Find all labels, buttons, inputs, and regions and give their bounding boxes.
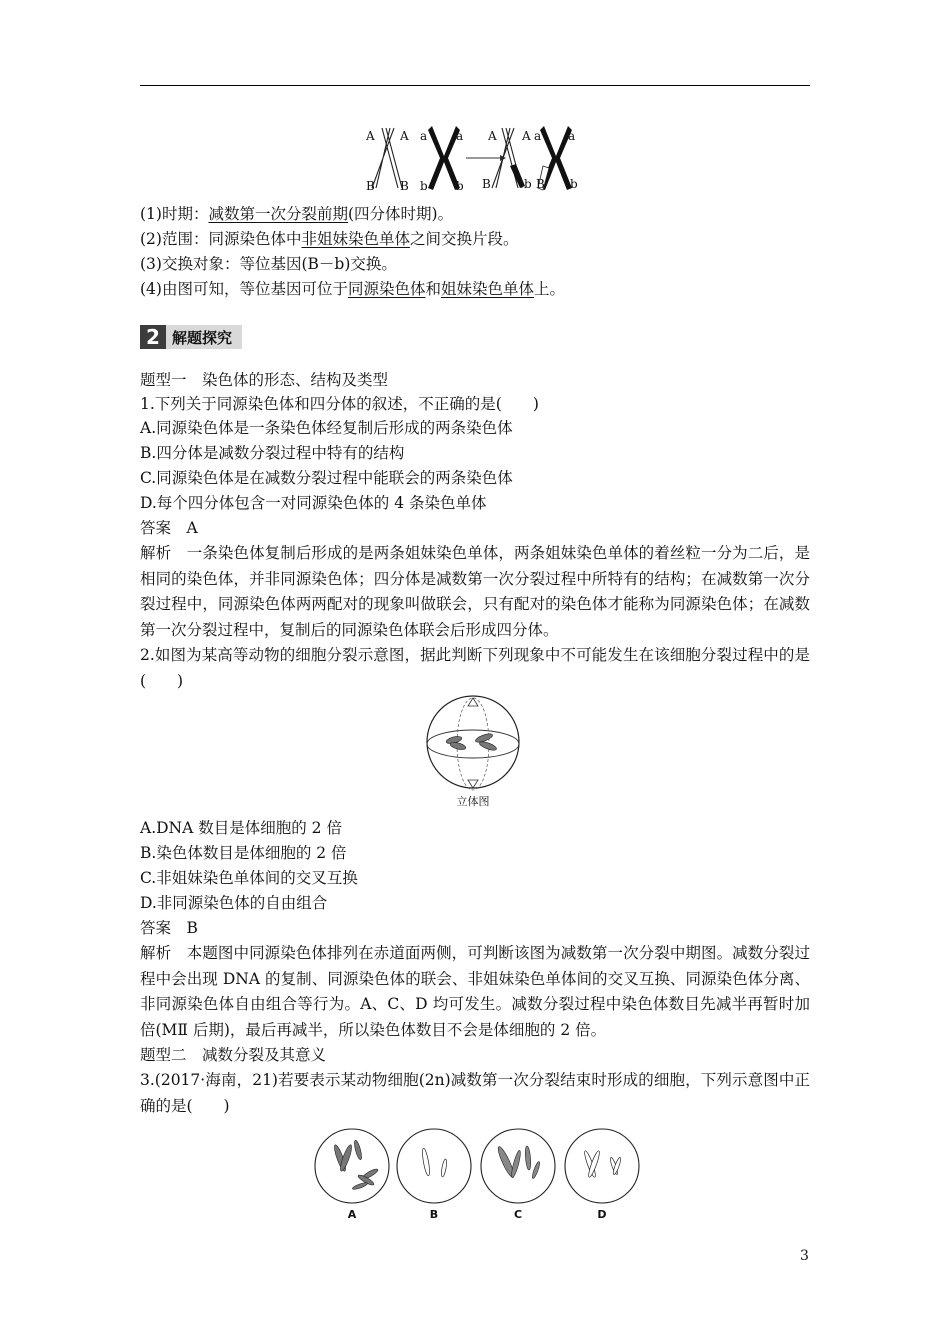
- label-B: B: [482, 177, 491, 191]
- label-A: A: [400, 129, 409, 143]
- line-range: (2)范围：同源染色体中非姐妹染色单体之间交换片段。: [140, 230, 519, 248]
- q2-option-b: B.染色体数目是体细胞的 2 倍: [140, 844, 347, 862]
- label-b: b: [524, 177, 532, 191]
- label-B: B: [536, 177, 545, 191]
- label-a: a: [534, 129, 542, 143]
- section-title: 解题探究: [166, 325, 242, 349]
- section-heading: [140, 325, 242, 349]
- cell-label-b: B: [429, 1208, 439, 1221]
- q2-analysis: 解析 本题图中同源染色体排列在赤道面两侧，可判断该图为减数第一次分裂中期图。减数分裂过程中会出现 DNA 的复制、同源染色体的联会、非姐妹染色单体间的交叉互换、同源染色体分离、非同源染色体自由组合等行为。A、C、D 均可发生。减数分裂过程中染色体数目先减半再暂时加倍(MⅡ 后期)，最后再减半，所以染色体数目不会是体细胞的 2 倍。: [140, 944, 810, 1039]
- crossing-over-figure: [360, 118, 590, 198]
- label-B: B: [366, 179, 375, 193]
- cell-label-c: C: [513, 1208, 523, 1221]
- label-A: A: [522, 129, 531, 143]
- q2-stem: 2.如图为某高等动物的细胞分裂示意图，据此判断下列现象中不可能发生在该细胞分裂过程中的是( ): [140, 646, 810, 690]
- q1-option-b: B.四分体是减数分裂过程中特有的结构: [140, 444, 405, 462]
- label-a: a: [568, 129, 576, 143]
- q1-option-a: A.同源染色体是一条染色体经复制后形成的两条染色体: [140, 419, 513, 437]
- label-b: b: [570, 177, 578, 191]
- q1-analysis: 解析 一条染色体复制后形成的是两条姐妹染色单体，两条姐妹染色单体的着丝粒一分为二后，是相同的染色体，并非同源染色体；四分体是减数第一次分裂过程中所特有的结构；在减数第一次分裂过程中，同源染色体两两配对的现象叫做联会，只有配对的染色体才能称为同源染色体；在减数第一次分裂过程中，复制后的同源染色体联会后形成四分体。: [140, 544, 810, 639]
- type1-heading: 题型一 染色体的形态、结构及类型: [140, 371, 389, 389]
- line-period: (1)时期：减数第一次分裂前期(四分体时期)。: [140, 205, 454, 223]
- label-B: B: [400, 179, 409, 193]
- q2-option-d: D.非同源染色体的自由组合: [140, 894, 328, 912]
- type2-heading: 题型二 减数分裂及其意义: [140, 1046, 327, 1064]
- cell-label-a: A: [347, 1208, 357, 1221]
- label-a: a: [456, 129, 464, 143]
- q2-option-c: C.非姐妹染色单体间的交叉互换: [140, 869, 358, 887]
- q2-answer: 答案 B: [140, 919, 198, 937]
- q1-option-d: D.每个四分体包含一对同源染色体的 4 条染色单体: [140, 494, 487, 512]
- cell-label-d: D: [597, 1208, 607, 1221]
- q3-stem: 3.(2017·海南，21)若要表示某动物细胞(2n)减数第一次分裂结束时形成的细胞，下列示意图中正确的是( ): [140, 1071, 810, 1115]
- label-A: A: [488, 129, 497, 143]
- q3-cells-figure: [310, 1128, 650, 1224]
- cell-3d-figure: [418, 694, 528, 810]
- label-a: a: [420, 129, 428, 143]
- section-number: 2: [140, 325, 166, 349]
- page-number: 3: [800, 1248, 809, 1264]
- q1-option-c: C.同源染色体是在减数分裂过程中能联会的两条染色体: [140, 469, 513, 487]
- line-object: (3)交换对象：等位基因(B－b)交换。: [140, 255, 397, 273]
- header-rule: [140, 85, 810, 86]
- label-b: b: [420, 179, 428, 193]
- line-conclusion: (4)由图可知，等位基因可位于同源染色体和姐妹染色单体上。: [140, 280, 566, 298]
- cell-caption: 立体图: [456, 795, 490, 808]
- label-A: A: [366, 129, 375, 143]
- label-b: b: [456, 179, 464, 193]
- q1-stem: 1.下列关于同源染色体和四分体的叙述，不正确的是( ): [140, 395, 539, 413]
- q2-option-a: A.DNA 数目是体细胞的 2 倍: [140, 819, 342, 837]
- q1-answer: 答案 A: [140, 519, 198, 537]
